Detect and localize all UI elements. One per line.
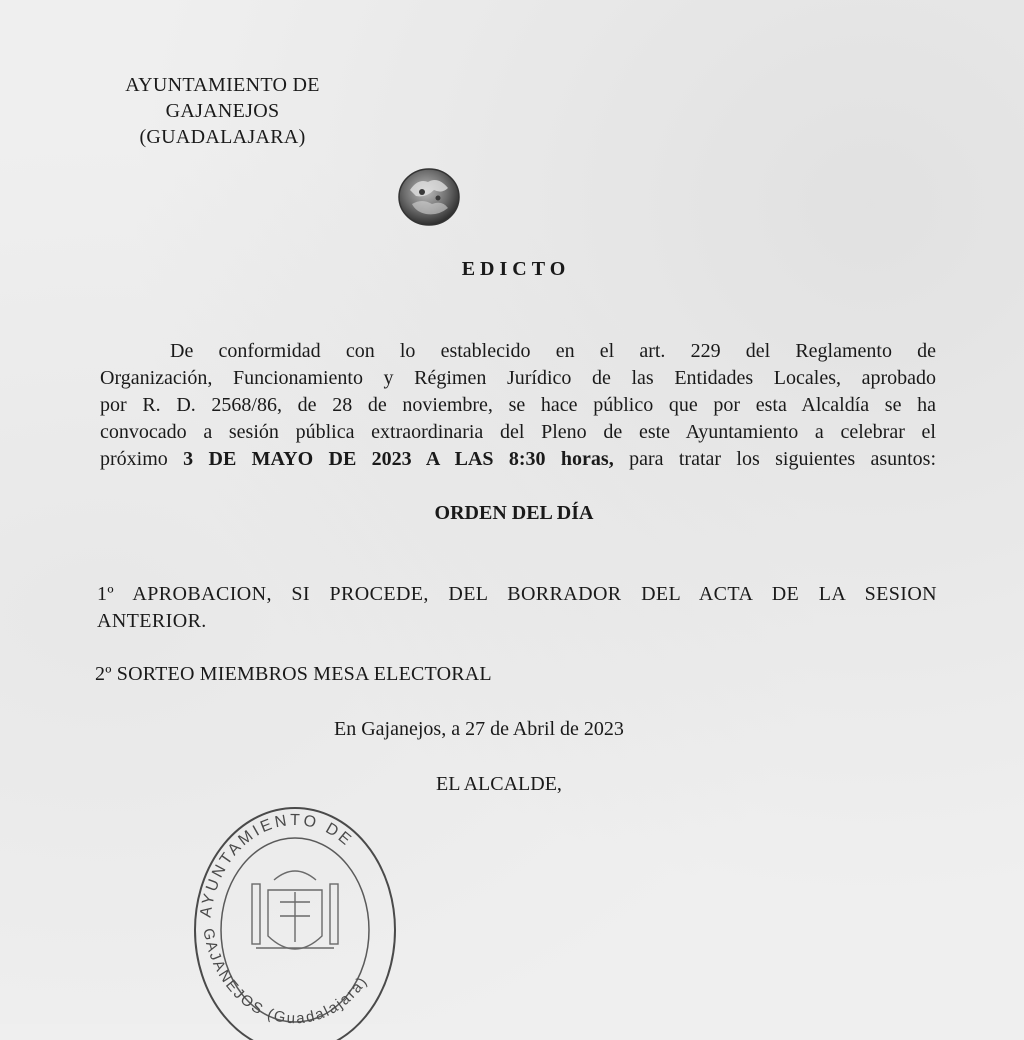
body-line-3: por R. D. 2568/86, de 28 de noviembre, se hace público que por esta Alcaldía se ha bbox=[100, 394, 936, 416]
body-line-2: Organización, Funcionamiento y Régimen Jurídico de las Entidades Locales, aprobado bbox=[100, 367, 936, 389]
signature-title: EL ALCALDE, bbox=[436, 773, 562, 795]
body-line-1: De conformidad con lo establecido en el art. 229 del Reglamento de bbox=[170, 340, 936, 362]
body-line-5-suffix: para tratar los siguientes asuntos: bbox=[629, 448, 937, 470]
agenda-item-1-line-2: ANTERIOR. bbox=[97, 610, 207, 632]
body-line-5 bbox=[100, 446, 936, 473]
agenda-item-1 bbox=[97, 581, 937, 635]
svg-text:GAJANEJOS (Guadalajara) bbox=[199, 927, 371, 1027]
svg-text:AYUNTAMIENTO DE bbox=[198, 812, 357, 919]
document-title: EDICTO bbox=[461, 258, 571, 280]
body-line-4: convocado a sesión pública extraordinaria del Pleno de este Ayuntamiento a celebrar el bbox=[100, 421, 936, 443]
body-line-5-prefix: próximo bbox=[100, 448, 168, 470]
seal-text-top: AYUNTAMIENTO DE bbox=[197, 811, 357, 919]
municipal-seal-stamp bbox=[180, 780, 410, 1040]
agenda-item-1-line-1: 1º APROBACION, SI PROCEDE, DEL BORRADOR DEL ACTA DE LA SESION bbox=[97, 583, 937, 605]
session-date-time: 3 DE MAYO DE 2023 A LAS 8:30 horas, bbox=[183, 448, 614, 470]
municipal-coin-emblem bbox=[398, 168, 460, 226]
edict-body bbox=[100, 338, 936, 473]
place-date: En Gajanejos, a 27 de Abril de 2023 bbox=[334, 718, 624, 740]
header-line-2: GAJANEJOS bbox=[165, 100, 280, 122]
agenda-item-2: 2º SORTEO MIEMBROS MESA ELECTORAL bbox=[95, 663, 492, 685]
seal-text-bottom: GAJANEJOS (Guadalajara) bbox=[199, 926, 372, 1028]
municipality-header bbox=[100, 72, 345, 150]
header-line-1: AYUNTAMIENTO DE bbox=[125, 74, 320, 96]
agenda-title: ORDEN DEL DÍA bbox=[434, 502, 594, 524]
header-line-3: (GUADALAJARA) bbox=[139, 126, 306, 148]
coat-of-arms-icon bbox=[252, 871, 338, 949]
